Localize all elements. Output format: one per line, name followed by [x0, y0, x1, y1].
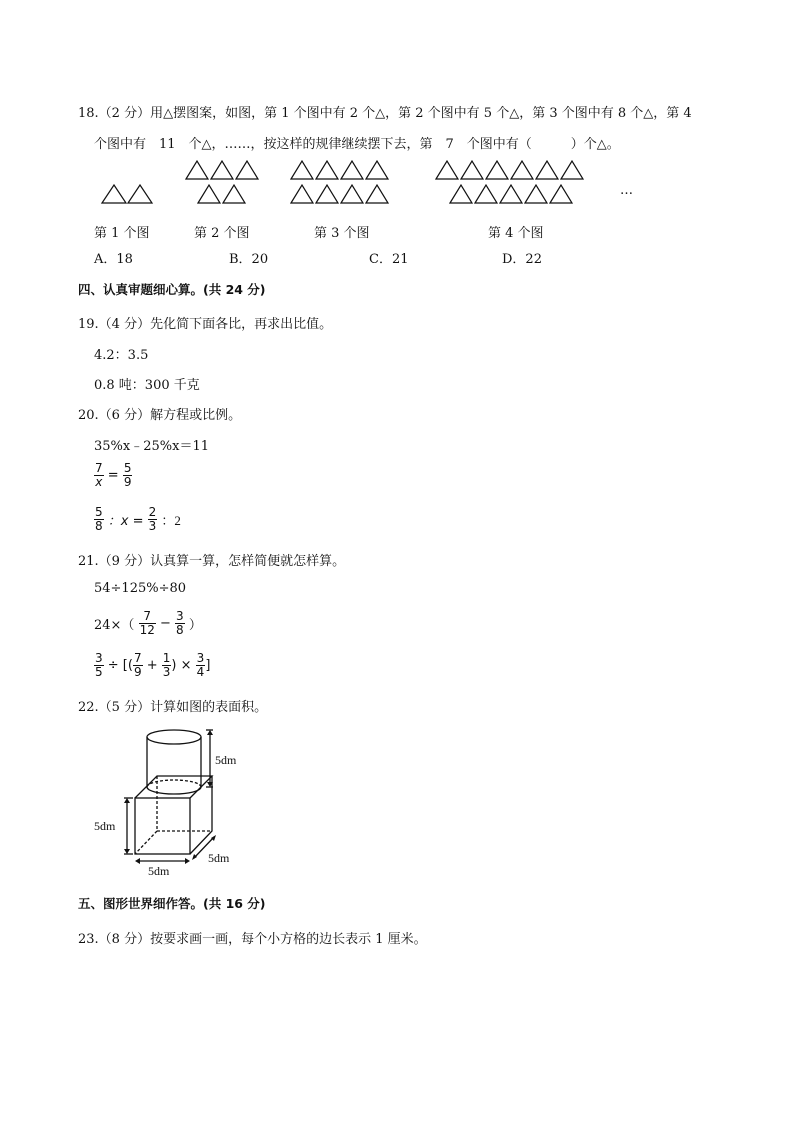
q19-stem: 19.（4 分）先化简下面各比，再求出比值。 — [78, 317, 333, 332]
expr-suffix: ） — [188, 618, 202, 633]
q23-stem: 23.（8 分）按要求画一画，每个小方格的边长表示 1 厘米。 — [78, 932, 427, 947]
fraction — [175, 610, 185, 637]
ratio-mid: ：x = — [107, 514, 144, 529]
denominator: 8 — [176, 623, 184, 637]
numerator: 7 — [143, 609, 152, 623]
fraction — [123, 462, 133, 489]
plus-sign: + — [146, 658, 158, 673]
q18-line1: 18.（2 分）用△摆图案，如图，第 1 个图中有 2 个△，第 2 个图中有 5 个△，第 3 个图中有 8 个△，第 4 — [78, 106, 692, 121]
triangle-icon — [186, 161, 208, 179]
triangle-pattern-figure — [90, 155, 650, 215]
fraction — [94, 652, 104, 679]
denominator: 9 — [123, 475, 132, 489]
ratio-tail: ：2 — [161, 513, 181, 528]
triangle-icon — [316, 185, 338, 203]
triangle-icon — [211, 161, 233, 179]
minus-sign: − — [160, 616, 171, 631]
denominator: 9 — [133, 665, 142, 679]
cylinder-on-cube-figure — [90, 724, 250, 880]
expr-prefix: 24×（ — [94, 618, 135, 633]
fraction — [94, 506, 104, 533]
triangle-icon — [223, 185, 245, 203]
q21-expr2 — [94, 610, 202, 637]
fraction — [148, 506, 158, 533]
divide-bracket: ÷ [( — [107, 658, 133, 673]
fraction — [196, 652, 206, 679]
triangle-icon — [525, 185, 547, 203]
option-c: C．21 — [369, 252, 409, 267]
triangle-icon — [291, 161, 313, 179]
numerator: 7 — [95, 461, 103, 475]
numerator: 5 — [95, 505, 103, 519]
section4-title: 四、认真审题细心算。(共 24 分) — [78, 282, 266, 297]
q21-stem: 21.（9 分）认真算一算，怎样简便就怎样算。 — [78, 554, 346, 569]
numerator: 2 — [148, 505, 157, 519]
triangle-icon — [316, 161, 338, 179]
cube-height-label: 5dm — [94, 819, 116, 833]
triangle-icon — [475, 185, 497, 203]
fraction — [133, 652, 143, 679]
denominator: 8 — [95, 519, 103, 533]
times-sign: ) × — [171, 658, 192, 673]
q20-eq2 — [94, 462, 132, 489]
q19-item2: 0.8 吨：300 千克 — [94, 378, 200, 393]
numerator: 7 — [133, 651, 142, 665]
numerator: 5 — [123, 461, 132, 475]
cylinder-bottom-front — [147, 787, 201, 794]
equals-sign: = — [107, 468, 119, 483]
q21-expr3 — [94, 652, 210, 679]
q18-ellipsis: … — [620, 183, 633, 198]
numerator: 3 — [95, 651, 103, 665]
cylinder-top — [147, 730, 201, 744]
fraction — [94, 462, 104, 489]
triangle-icon — [486, 161, 508, 179]
triangle-icon — [461, 161, 483, 179]
triangle-icon — [500, 185, 522, 203]
bracket-close: ] — [205, 658, 211, 673]
q20-stem: 20.（6 分）解方程或比例。 — [78, 408, 242, 423]
triangle-icon — [291, 185, 313, 203]
figure-label-4: 第 4 个图 — [488, 226, 544, 241]
option-b: B．20 — [229, 252, 269, 267]
q21-expr1: 54÷125%÷80 — [94, 581, 187, 596]
triangle-icon — [236, 161, 258, 179]
q20-eq3 — [94, 506, 181, 533]
triangle-icon — [366, 161, 388, 179]
figure-label-3: 第 3 个图 — [314, 226, 370, 241]
option-a: A．18 — [94, 252, 133, 267]
option-d: D．22 — [502, 252, 542, 267]
triangle-icon — [450, 185, 472, 203]
triangle-icon — [436, 161, 458, 179]
q22-stem: 22.（5 分）计算如图的表面积。 — [78, 700, 268, 715]
cylinder-height-label: 5dm — [215, 753, 237, 767]
triangle-icon — [561, 161, 583, 179]
denominator: 5 — [95, 665, 103, 679]
denominator: 3 — [162, 665, 171, 679]
denominator: 12 — [139, 623, 155, 637]
q19-item1: 4.2：3.5 — [94, 348, 149, 363]
denominator: x — [95, 475, 103, 489]
triangle-icon — [128, 185, 152, 203]
fraction — [139, 610, 156, 637]
cube-depth-label: 5dm — [208, 851, 230, 865]
cylinder-bottom-back — [147, 780, 201, 787]
denominator: 4 — [196, 665, 205, 679]
triangle-icon — [341, 161, 363, 179]
triangle-icon — [102, 185, 126, 203]
triangle-icon — [366, 185, 388, 203]
q18-line2: 个图中有 11 个△，……，按这样的规律继续摆下去，第 7 个图中有（ ）个△。 — [94, 137, 620, 152]
figure-label-1: 第 1 个图 — [94, 226, 150, 241]
numerator: 1 — [162, 651, 171, 665]
triangle-icon — [550, 185, 572, 203]
q20-eq1: 35%x﹣25%x＝11 — [94, 439, 209, 454]
numerator: 3 — [196, 651, 205, 665]
triangle-icon — [341, 185, 363, 203]
fraction — [162, 652, 172, 679]
triangle-icon — [511, 161, 533, 179]
triangle-icon — [536, 161, 558, 179]
denominator: 3 — [148, 519, 157, 533]
numerator: 3 — [176, 609, 184, 623]
triangle-icon — [198, 185, 220, 203]
section5-title: 五、图形世界细作答。(共 16 分) — [78, 896, 266, 911]
cube-width-label: 5dm — [148, 864, 170, 878]
figure-label-2: 第 2 个图 — [194, 226, 250, 241]
